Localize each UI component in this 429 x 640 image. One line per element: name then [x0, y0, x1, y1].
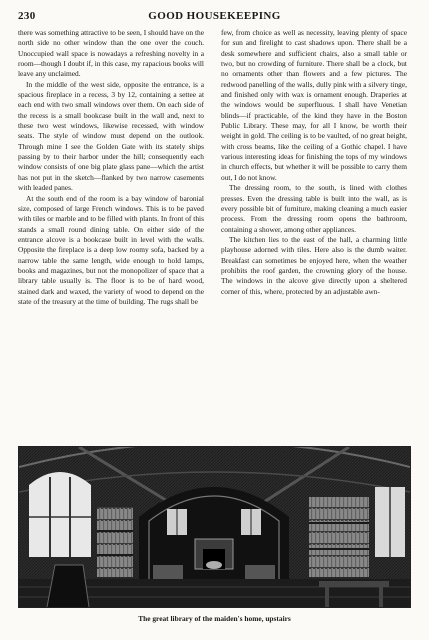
paragraph: At the south end of the room is a bay window of baronial size, composed of large French windows. This is to be paved with tiles or marble and to be filled with plants. In front of this stands a small round dining table. On either side of the entrance alcove is a bookcase built in level with the walls. Opposite the fireplace is a deep low roomy sofa, backed by a narrow table the same length, wide enough to hold lamps, books and magazines, but not the monopolizer of space that a library table usually is. The floor is to be of hard wood, stained dark and waxed, the variety of wood to depend on the state of the treasury at the time of building. The rugs shall be: [18, 193, 204, 306]
paragraph: The kitchen lies to the east of the hall, a charming little playhouse adorned with tiles. Here also is the dumb waiter. Breakfast can sometimes be enjoyed here, when the weather prohibits the roof garden, the crowning glory of the house. The windows in the alcove give directly upon a sheltered corner of this, where, protected by an adjustable awn-: [221, 234, 407, 296]
text-column-left: [18, 28, 204, 442]
paragraph: The dressing room, to the south, is lined with clothes presses. Even the dressing table is built into the wall, as is every possible bit of furniture, making cleaning a much easier process. From the dressing room opens the bathroom, containing a shower, among other appliances.: [221, 183, 407, 234]
paragraph: In the middle of the west side, opposite the entrance, is a spacious fireplace in a recess, 3 by 12, containing a settee at each end with two small windows over them. On each side of the recess is a small bookcase built in the wall and, next to these two west windows, likewise recessed, with window seats. The style of window must depend on the outlook. Through mine I see the Golden Gate with its stately ships passing by to their harbor under the hill; consequently each window consists of one big plate glass pane—which the artist has not put in the sketch—flanked by two narrow casements with leaded panes.: [18, 79, 204, 193]
text-column-right: [221, 28, 407, 442]
library-illustration: [18, 446, 411, 608]
page-number: 230: [18, 10, 36, 22]
paragraph: few, from choice as well as necessity, leaving plenty of space for sun and firelight to cast shadows upon. There shall be a desk somewhere and sufficient chairs, also a small table or two, but no crowding of furniture. There shall be a clock, but no ornaments other than flowers and a few pictures. The redwood panelling of the walls, dully pink with a silvery tinge, and finished only with wax is ornament enough. Draperies at the windows would be superfluous. I shall have Venetian blinds—if practicable, of the kind they have in the Boston Public Library. These may, for all I know, be worth their weight in gold. The ceiling is to be vaulted, of no great height, with cross beams, like the ceiling of a Gothic chapel. I have various interesting ideas for finishing the tops of my windows in church effects, but whether it will be possible to carry them out, I do not know.: [221, 28, 407, 182]
figure-caption: The great library of the maiden's home, upstairs: [138, 614, 291, 623]
paragraph: there was something attractive to be seen, I should have on the north side no other window than the one over the couch. Unoccupied wall space is nowadays a refreshing novelty in a room—though I doubt if, in this case, my rapacious books will leave any unclaimed.: [18, 28, 204, 79]
magazine-title: GOOD HOUSEKEEPING: [148, 10, 281, 22]
library-sketch: [19, 447, 410, 607]
running-header: [18, 10, 411, 24]
